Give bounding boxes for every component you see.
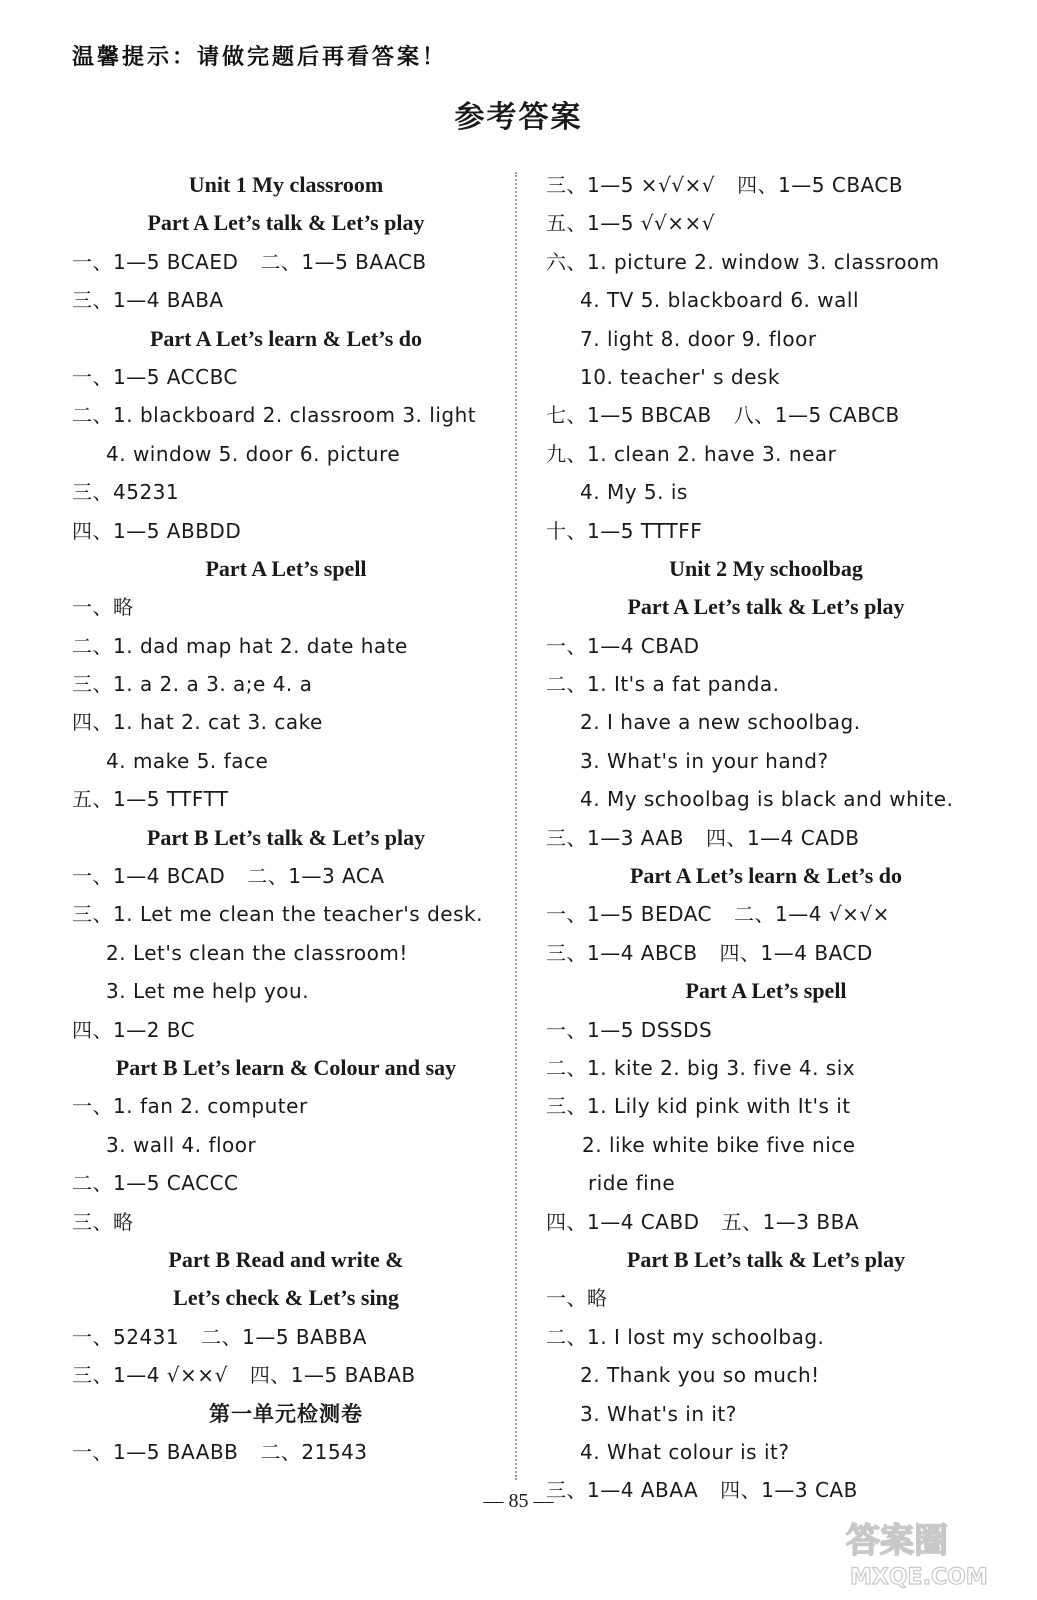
answer-line: 3. What's in your hand?: [580, 748, 829, 773]
section-heading: Part B Read and write &: [168, 1246, 404, 1272]
svg-text:MXQE.COM: MXQE.COM: [850, 1565, 988, 1590]
answer-line: 十、1—5 TTTFF: [546, 518, 703, 543]
answer-line: 4. window 5. door 6. picture: [106, 441, 401, 466]
answer-line: 一、52431 二、1—5 BABBA: [72, 1324, 367, 1349]
answer-line: 五、1—5 √√××√: [546, 211, 716, 236]
answer-line: 三、1. Let me clean the teacher's desk.: [72, 902, 483, 927]
answer-line: 4. make 5. face: [106, 748, 269, 773]
answer-line: 三、1—4 ABAA 四、1—3 CAB: [546, 1478, 858, 1503]
answer-line: 一、1—5 BEDAC 二、1—4 √×√×: [546, 902, 890, 927]
svg-text:答案圈: 答案圈: [846, 1521, 948, 1561]
answer-line: 二、1. It's a fat panda.: [546, 672, 780, 697]
answer-line: 一、1. fan 2. computer: [72, 1094, 308, 1119]
section-heading: Part A Let’s spell: [685, 978, 847, 1004]
answer-line: 四、1—4 CABD 五、1—3 BBA: [546, 1209, 860, 1234]
answer-line: 五、1—5 TTFTT: [72, 787, 229, 812]
answer-line: 六、1. picture 2. window 3. classroom: [546, 249, 940, 274]
answer-line: 三、1. a 2. a 3. a;e 4. a: [72, 672, 313, 697]
answer-line: 3. What's in it?: [580, 1401, 737, 1426]
page-title: 参考答案: [454, 100, 583, 135]
answer-line: 二、1. kite 2. big 3. five 4. six: [546, 1055, 856, 1080]
answer-line: 三、1—4 ABCB 四、1—4 BACD: [546, 940, 873, 965]
column-divider: [515, 172, 517, 1480]
page-number: — 85 —: [483, 1490, 554, 1512]
answer-line: ride fine: [588, 1171, 676, 1196]
right-column: [546, 166, 986, 1510]
answer-line: 二、1. blackboard 2. classroom 3. light: [72, 403, 477, 428]
answer-line: 一、1—5 BCAED 二、1—5 BAACB: [72, 249, 427, 274]
answer-line: 一、1—5 BAABB 二、21543: [72, 1439, 368, 1464]
answer-line: 4. What colour is it?: [580, 1439, 790, 1464]
answer-line: 四、1—2 BC: [72, 1017, 196, 1042]
answer-line: 三、1. Lily kid pink with It's it: [546, 1094, 851, 1119]
answer-line: 四、1. hat 2. cat 3. cake: [72, 710, 323, 735]
answer-line: 3. Let me help you.: [106, 979, 310, 1004]
section-heading: Part A Let’s talk & Let’s play: [627, 594, 905, 620]
answer-line: 2. like white bike five nice: [582, 1132, 856, 1157]
answer-line: 一、1—5 ACCBC: [72, 364, 238, 389]
answer-line: 10. teacher' s desk: [580, 364, 780, 389]
section-heading: Part A Let’s talk & Let’s play: [147, 210, 425, 236]
section-heading: Unit 1 My classroom: [188, 172, 384, 197]
answer-line: 2. Thank you so much!: [580, 1363, 820, 1388]
section-heading: 第一单元检测卷: [209, 1401, 363, 1426]
answer-line: 4. My 5. is: [580, 480, 688, 505]
answer-line: 二、1—5 CACCC: [72, 1171, 239, 1196]
answer-line: 7. light 8. door 9. floor: [580, 326, 817, 351]
answer-line: 一、1—4 CBAD: [546, 633, 700, 658]
answer-line: 一、1—5 DSSDS: [546, 1017, 713, 1042]
answer-line: 九、1. clean 2. have 3. near: [546, 441, 837, 466]
answer-line: 一、略: [546, 1286, 608, 1311]
section-heading: Part B Let’s talk & Let’s play: [626, 1246, 906, 1272]
answer-line: 三、1—4 √××√ 四、1—5 BABAB: [72, 1363, 416, 1388]
answer-line: 2. Let's clean the classroom!: [106, 940, 408, 965]
answer-line: 4. My schoolbag is black and white.: [580, 787, 954, 812]
section-heading: Part B Let’s learn & Colour and say: [115, 1054, 457, 1080]
section-heading: Part A Let’s learn & Let’s do: [149, 325, 423, 351]
answer-line: 二、1. I lost my schoolbag.: [546, 1324, 825, 1349]
answer-line: 三、1—3 AAB 四、1—4 CADB: [546, 825, 860, 850]
answer-line: 四、1—5 ABBDD: [72, 518, 242, 543]
section-heading: Part A Let’s learn & Let’s do: [629, 863, 903, 889]
answer-line: 三、1—5 ×√√×√ 四、1—5 CBACB: [546, 173, 904, 197]
answer-line: 一、1—4 BCAD 二、1—3 ACA: [72, 864, 385, 889]
answer-line: 4. TV 5. blackboard 6. wall: [580, 288, 859, 313]
answer-line: 三、1—4 BABA: [72, 288, 224, 313]
section-heading: Let’s check & Let’s sing: [173, 1285, 399, 1311]
answer-line: 二、1. dad map hat 2. date hate: [72, 633, 408, 658]
answer-line: 一、略: [72, 595, 134, 620]
answer-line: 2. I have a new schoolbag.: [580, 710, 861, 735]
watermark-logo: [838, 1510, 1023, 1590]
answer-line: 七、1—5 BBCAB 八、1—5 CABCB: [546, 403, 900, 428]
left-column: [72, 166, 500, 1471]
section-heading: Part A Let’s spell: [205, 555, 367, 581]
section-heading: Part B Let’s talk & Let’s play: [146, 824, 426, 850]
answer-line: 三、45231: [72, 480, 180, 505]
section-heading: Unit 2 My schoolbag: [669, 555, 863, 581]
reminder-tip: 温馨提示：请做完题后再看答案！: [72, 45, 448, 70]
answer-line: 3. wall 4. floor: [106, 1132, 257, 1157]
answer-line: 三、略: [72, 1209, 134, 1234]
